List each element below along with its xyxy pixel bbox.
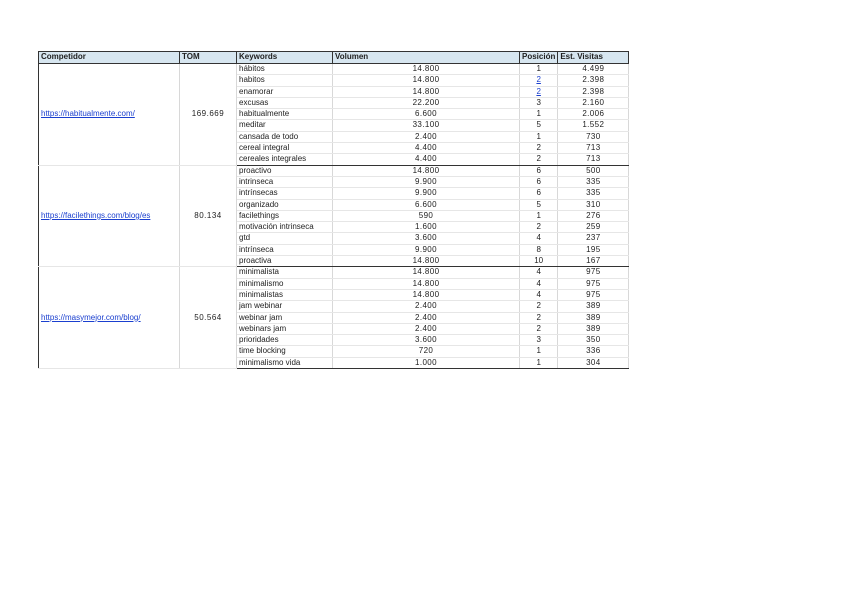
tom-cell: 50.564: [180, 267, 237, 369]
visitas-cell: 2.006: [558, 109, 629, 120]
competitor-link[interactable]: https://habitualmente.com/: [41, 109, 135, 119]
posicion-cell: 4: [520, 233, 558, 244]
table-row: [39, 64, 629, 75]
posicion-cell: [520, 75, 558, 86]
volumen-cell: 4.400: [333, 143, 520, 154]
volumen-cell: 3.600: [333, 233, 520, 244]
competitor-cell: [39, 165, 180, 267]
posicion-cell: 6: [520, 165, 558, 176]
volumen-cell: 14.800: [333, 289, 520, 300]
table-row: [39, 165, 629, 176]
visitas-cell: 350: [558, 335, 629, 346]
posicion-cell: 2: [520, 143, 558, 154]
keyword-cell: motivación intrinseca: [237, 222, 333, 233]
keyword-cell: minimalistas: [237, 289, 333, 300]
volumen-cell: 14.800: [333, 86, 520, 97]
tom-cell: 80.134: [180, 165, 237, 267]
posicion-cell: 1: [520, 109, 558, 120]
header-row: [39, 52, 629, 64]
posicion-cell: 2: [520, 312, 558, 323]
posicion-cell: 5: [520, 199, 558, 210]
keyword-cell: jam webinar: [237, 301, 333, 312]
keyword-cell: organizado: [237, 199, 333, 210]
keyword-cell: proactivo: [237, 165, 333, 176]
posicion-cell: 4: [520, 278, 558, 289]
volumen-cell: 2.400: [333, 323, 520, 334]
volumen-cell: 14.800: [333, 165, 520, 176]
visitas-cell: 389: [558, 301, 629, 312]
volumen-cell: 14.800: [333, 256, 520, 267]
volumen-cell: 1.000: [333, 357, 520, 368]
visitas-cell: 304: [558, 357, 629, 368]
posicion-cell: 1: [520, 64, 558, 75]
keyword-cell: habitualmente: [237, 109, 333, 120]
keyword-cell: gtd: [237, 233, 333, 244]
competitor-cell: [39, 267, 180, 369]
visitas-cell: 167: [558, 256, 629, 267]
header-tom: TOM: [180, 52, 237, 64]
visitas-cell: 730: [558, 131, 629, 142]
volumen-cell: 33.100: [333, 120, 520, 131]
volumen-cell: 1.600: [333, 222, 520, 233]
volumen-cell: 6.600: [333, 199, 520, 210]
keyword-cell: minimalismo vida: [237, 357, 333, 368]
keyword-cell: habitos: [237, 75, 333, 86]
keyword-cell: intrínsecas: [237, 188, 333, 199]
posicion-cell: 1: [520, 346, 558, 357]
volumen-cell: 720: [333, 346, 520, 357]
header-visitas: Est. Visitas: [558, 52, 629, 64]
visitas-cell: 389: [558, 312, 629, 323]
keyword-cell: time blocking: [237, 346, 333, 357]
visitas-cell: 2.398: [558, 75, 629, 86]
volumen-cell: 9.900: [333, 176, 520, 187]
visitas-cell: 259: [558, 222, 629, 233]
volumen-cell: 2.400: [333, 131, 520, 142]
visitas-cell: 2.398: [558, 86, 629, 97]
posicion-link[interactable]: 2: [536, 86, 541, 96]
volumen-cell: 14.800: [333, 278, 520, 289]
visitas-cell: 335: [558, 188, 629, 199]
table-row: [39, 267, 629, 278]
posicion-cell: 6: [520, 176, 558, 187]
posicion-cell: 2: [520, 154, 558, 165]
volumen-cell: 2.400: [333, 301, 520, 312]
keyword-cell: excusas: [237, 97, 333, 108]
keyword-cell: hábitos: [237, 64, 333, 75]
visitas-cell: 335: [558, 176, 629, 187]
visitas-cell: 975: [558, 289, 629, 300]
visitas-cell: 4.499: [558, 64, 629, 75]
keyword-cell: intrínseca: [237, 244, 333, 255]
header-posicion: Posición: [520, 52, 558, 64]
keyword-cell: meditar: [237, 120, 333, 131]
keyword-cell: proactiva: [237, 256, 333, 267]
volumen-cell: 6.600: [333, 109, 520, 120]
tom-cell: 169.669: [180, 64, 237, 166]
volumen-cell: 590: [333, 210, 520, 221]
keyword-cell: minimalista: [237, 267, 333, 278]
posicion-link[interactable]: 2: [536, 75, 541, 85]
posicion-cell: 3: [520, 97, 558, 108]
posicion-cell: 3: [520, 335, 558, 346]
competitor-link[interactable]: https://facilethings.com/blog/es: [41, 210, 151, 220]
posicion-cell: [520, 86, 558, 97]
visitas-cell: 1.552: [558, 120, 629, 131]
keyword-cell: enamorar: [237, 86, 333, 97]
visitas-cell: 237: [558, 233, 629, 244]
volumen-cell: 4.400: [333, 154, 520, 165]
posicion-cell: 4: [520, 267, 558, 278]
visitas-cell: 310: [558, 199, 629, 210]
posicion-cell: 1: [520, 210, 558, 221]
keyword-cell: webinars jam: [237, 323, 333, 334]
volumen-cell: 14.800: [333, 267, 520, 278]
table-body: [39, 64, 629, 369]
keyword-cell: facilethings: [237, 210, 333, 221]
keyword-cell: webinar jam: [237, 312, 333, 323]
keyword-cell: intrinseca: [237, 176, 333, 187]
competitor-link[interactable]: https://masymejor.com/blog/: [41, 312, 141, 322]
posicion-cell: 2: [520, 301, 558, 312]
volumen-cell: 2.400: [333, 312, 520, 323]
posicion-cell: 5: [520, 120, 558, 131]
visitas-cell: 336: [558, 346, 629, 357]
visitas-cell: 276: [558, 210, 629, 221]
posicion-cell: 2: [520, 222, 558, 233]
posicion-cell: 10: [520, 256, 558, 267]
visitas-cell: 975: [558, 267, 629, 278]
volumen-cell: 22.200: [333, 97, 520, 108]
header-volumen: Volumen: [333, 52, 520, 64]
visitas-cell: 713: [558, 154, 629, 165]
posicion-cell: 8: [520, 244, 558, 255]
keyword-cell: prioridades: [237, 335, 333, 346]
posicion-cell: 6: [520, 188, 558, 199]
keyword-cell: cereales integrales: [237, 154, 333, 165]
volumen-cell: 9.900: [333, 188, 520, 199]
visitas-cell: 500: [558, 165, 629, 176]
volumen-cell: 3.600: [333, 335, 520, 346]
posicion-cell: 1: [520, 357, 558, 368]
keyword-cell: cansada de todo: [237, 131, 333, 142]
posicion-cell: 2: [520, 323, 558, 334]
posicion-cell: 1: [520, 131, 558, 142]
competitor-cell: [39, 64, 180, 166]
visitas-cell: 713: [558, 143, 629, 154]
keyword-cell: minimalismo: [237, 278, 333, 289]
header-keywords: Keywords: [237, 52, 333, 64]
competitor-keywords-table: [38, 51, 629, 369]
volumen-cell: 9.900: [333, 244, 520, 255]
volumen-cell: 14.800: [333, 75, 520, 86]
visitas-cell: 195: [558, 244, 629, 255]
keyword-cell: cereal integral: [237, 143, 333, 154]
visitas-cell: 389: [558, 323, 629, 334]
visitas-cell: 975: [558, 278, 629, 289]
header-competidor: Competidor: [39, 52, 180, 64]
posicion-cell: 4: [520, 289, 558, 300]
visitas-cell: 2.160: [558, 97, 629, 108]
volumen-cell: 14.800: [333, 64, 520, 75]
